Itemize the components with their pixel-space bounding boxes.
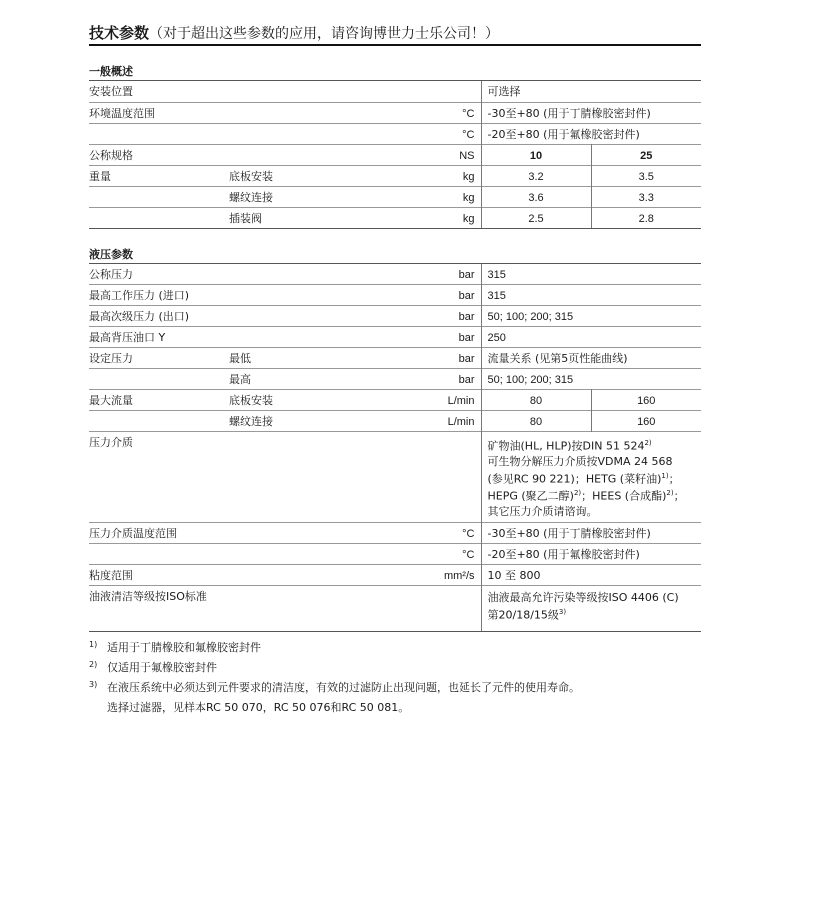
row-cleanliness bbox=[89, 585, 701, 631]
cleanliness-mark: 3) bbox=[558, 607, 567, 616]
footnote-text-4: 选择过滤器，见样本RC 50 070，RC 50 076和RC 50 081。 bbox=[107, 701, 410, 714]
footnote-2 bbox=[89, 658, 709, 678]
row-ambient-1 bbox=[89, 102, 701, 123]
value-max-secondary: 50; 100; 200; 315 bbox=[481, 306, 701, 327]
footnote-1 bbox=[89, 638, 709, 658]
value-flow-2b: 160 bbox=[591, 411, 701, 432]
label-max-back: 最高背压油口 Y bbox=[89, 327, 229, 348]
fluid-sep-2: ； bbox=[673, 489, 685, 503]
row-fluid bbox=[89, 432, 701, 523]
section-hydraulic: 液压参数 bbox=[89, 247, 701, 264]
footnote-mark-2: 2) bbox=[89, 660, 98, 669]
row-max-flow-2 bbox=[89, 411, 701, 432]
unit-weight-2: kg bbox=[321, 186, 481, 207]
footnote-3 bbox=[89, 678, 709, 698]
fluid-mark-3: 2) bbox=[573, 489, 582, 498]
footnote-text-1: 适用于丁腈橡胶和氟橡胶密封件 bbox=[107, 641, 261, 654]
value-ambient-2: -20至+80 (用于氟橡胶密封件) bbox=[481, 123, 701, 144]
value-max-back: 250 bbox=[481, 327, 701, 348]
row-mounting bbox=[89, 81, 701, 102]
value-size-10: 10 bbox=[481, 144, 591, 165]
value-cleanliness bbox=[481, 585, 701, 631]
label-viscosity: 粘度范围 bbox=[89, 564, 229, 585]
unit-fluid-temp-1: °C bbox=[321, 522, 481, 543]
sub-weight-3: 插装阀 bbox=[229, 207, 321, 228]
cleanliness-line-2: 第20/18/15级 bbox=[487, 608, 559, 622]
footnote-mark-3: 3) bbox=[89, 680, 98, 689]
row-weight-2 bbox=[89, 186, 701, 207]
value-weight-3b: 2.8 bbox=[591, 207, 701, 228]
unit-weight-3: kg bbox=[321, 207, 481, 228]
row-set-pressure-1 bbox=[89, 348, 701, 369]
label-mounting: 安装位置 bbox=[89, 85, 133, 98]
fluid-line-4a: HEPG (聚乙二醇) bbox=[487, 489, 574, 503]
hydraulic-table bbox=[89, 264, 701, 632]
label-nominal-pressure: 公称压力 bbox=[89, 267, 133, 281]
unit-nominal-pressure: bar bbox=[321, 264, 481, 285]
row-fluid-temp-2 bbox=[89, 543, 701, 564]
row-weight-3 bbox=[89, 207, 701, 228]
fluid-mark-4: 2) bbox=[666, 489, 674, 498]
unit-fluid-temp-2: °C bbox=[321, 543, 481, 564]
label-cleanliness: 油液清洁等级按ISO标准 bbox=[89, 585, 229, 631]
unit-flow-2: L/min bbox=[321, 411, 481, 432]
value-ambient-1: -30至+80 (用于丁腈橡胶密封件) bbox=[481, 102, 701, 123]
unit-set-min: bar bbox=[321, 348, 481, 369]
value-fluid bbox=[481, 432, 701, 523]
row-max-working bbox=[89, 285, 701, 306]
label-max-flow: 最大流量 bbox=[89, 390, 229, 411]
value-fluid-temp-2: -20至+80 (用于氟橡胶密封件) bbox=[481, 543, 701, 564]
value-size-25: 25 bbox=[591, 144, 701, 165]
unit-viscosity: mm²/s bbox=[321, 564, 481, 585]
unit-ambient-2: °C bbox=[321, 123, 481, 144]
value-set-max: 50; 100; 200; 315 bbox=[481, 369, 701, 390]
value-nominal-pressure: 315 bbox=[487, 268, 506, 281]
footnote-mark-1: 1) bbox=[89, 640, 98, 649]
unit-ambient-1: °C bbox=[321, 102, 481, 123]
label-weight: 重量 bbox=[89, 165, 229, 186]
unit-set-max: bar bbox=[321, 369, 481, 390]
section-general: 一般概述 bbox=[89, 64, 701, 81]
fluid-line-1: 矿物油(HL, HLP)按DIN 51 524 bbox=[487, 439, 645, 453]
fluid-line-5: 其它压力介质请谘询。 bbox=[487, 504, 598, 518]
value-fluid-temp-1: -30至+80 (用于丁腈橡胶密封件) bbox=[481, 522, 701, 543]
value-flow-2a: 80 bbox=[481, 411, 591, 432]
value-weight-2a: 3.6 bbox=[481, 186, 591, 207]
general-table bbox=[89, 81, 701, 229]
row-size bbox=[89, 144, 701, 165]
sub-weight-2: 螺纹连接 bbox=[229, 186, 321, 207]
value-max-working: 315 bbox=[481, 285, 701, 306]
footnote-3-cont bbox=[89, 698, 709, 718]
row-max-secondary bbox=[89, 306, 701, 327]
footnotes bbox=[89, 638, 709, 718]
value-set-min: 流量关系 (见第5页性能曲线) bbox=[481, 348, 701, 369]
fluid-mark-2: 1) bbox=[661, 471, 669, 480]
value-flow-1b: 160 bbox=[591, 390, 701, 411]
row-set-pressure-2 bbox=[89, 369, 701, 390]
title-note: （对于超出这些参数的应用，请咨询博世力士乐公司！） bbox=[149, 26, 500, 42]
row-nominal-pressure bbox=[89, 264, 701, 285]
unit-max-back: bar bbox=[321, 327, 481, 348]
label-max-secondary: 最高次级压力 (出口) bbox=[89, 306, 229, 327]
sub-weight-1: 底板安装 bbox=[229, 165, 321, 186]
page-title bbox=[89, 22, 701, 46]
row-ambient-2 bbox=[89, 123, 701, 144]
cleanliness-line-1: 油液最高允许污染等级按ISO 4406 (C) bbox=[487, 590, 679, 604]
sub-flow-2: 螺纹连接 bbox=[229, 411, 321, 432]
row-max-flow-1 bbox=[89, 390, 701, 411]
value-weight-1a: 3.2 bbox=[481, 165, 591, 186]
row-viscosity bbox=[89, 564, 701, 585]
unit-max-working: bar bbox=[321, 285, 481, 306]
value-weight-1b: 3.5 bbox=[591, 165, 701, 186]
label-size: 公称规格 bbox=[89, 144, 229, 165]
unit-weight-1: kg bbox=[321, 165, 481, 186]
unit-flow-1: L/min bbox=[321, 390, 481, 411]
value-viscosity: 10 至 800 bbox=[481, 564, 701, 585]
label-fluid: 压力介质 bbox=[89, 432, 229, 523]
sub-set-min: 最低 bbox=[229, 348, 321, 369]
fluid-line-2: 可生物分解压力介质按VDMA 24 568 bbox=[487, 454, 673, 468]
tech-data-page bbox=[89, 22, 701, 632]
value-flow-1a: 80 bbox=[481, 390, 591, 411]
sub-set-max: 最高 bbox=[229, 369, 321, 390]
label-set-pressure: 设定压力 bbox=[89, 348, 229, 369]
value-mounting: 可选择 bbox=[487, 85, 521, 98]
sub-flow-1: 底板安装 bbox=[229, 390, 321, 411]
footnote-text-2: 仅适用于氟橡胶密封件 bbox=[107, 661, 217, 674]
row-weight-1 bbox=[89, 165, 701, 186]
fluid-line-4b: ；HEES (合成酯) bbox=[581, 489, 667, 503]
row-max-back bbox=[89, 327, 701, 348]
title-text: 技术参数 bbox=[89, 24, 150, 42]
footnote-text-3: 在液压系统中必须达到元件要求的清洁度，有效的过滤防止出现问题，也延长了元件的使用寿命。 bbox=[107, 681, 580, 694]
label-fluid-temp: 压力介质温度范围 bbox=[89, 522, 229, 543]
unit-max-secondary: bar bbox=[321, 306, 481, 327]
fluid-line-3: (参见RC 90 221)；HETG (菜籽油) bbox=[487, 472, 662, 486]
value-weight-3a: 2.5 bbox=[481, 207, 591, 228]
label-max-working: 最高工作压力 (进口) bbox=[89, 285, 229, 306]
value-weight-2b: 3.3 bbox=[591, 186, 701, 207]
row-fluid-temp-1 bbox=[89, 522, 701, 543]
fluid-sep-1: ； bbox=[668, 472, 680, 486]
unit-size: NS bbox=[321, 144, 481, 165]
label-ambient: 环境温度范围 bbox=[89, 102, 229, 123]
fluid-mark-1: 2) bbox=[644, 439, 652, 447]
